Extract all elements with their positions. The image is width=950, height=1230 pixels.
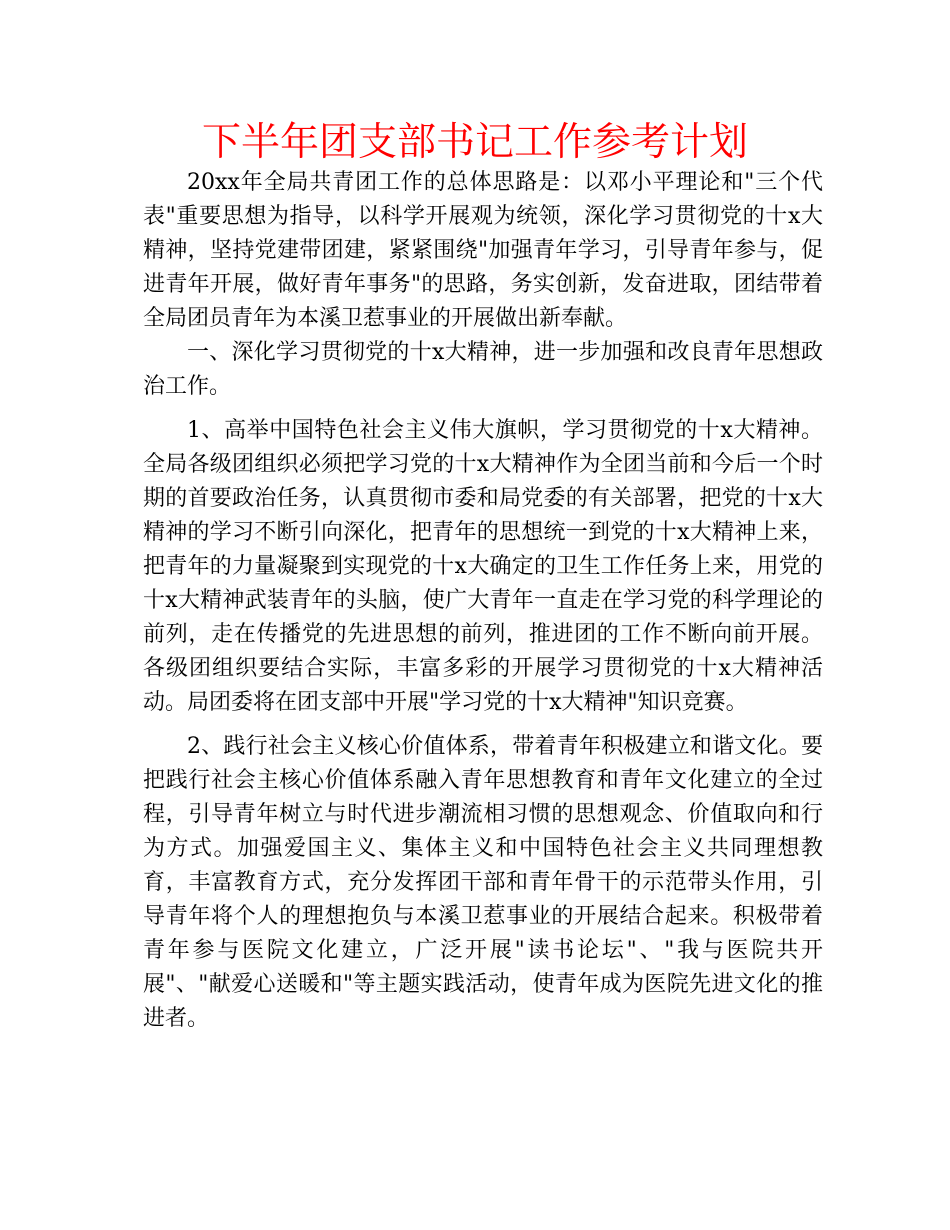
paragraph-item-1: 1、高举中国特色社会主义伟大旗帜，学习贯彻党的十x大精神。全局各级团组织必须把学习党的十x大精神作为全团当前和今后一个时期的首要政治任务，认真贯彻市委和局党委的有关部署，把党的十x大精神的学习不断引向深化，把青年的思想统一到党的十x大精神上来，把青年的力量凝聚到实现党的十x大确定的卫生工作任务上来，用党的十x大精神武装青年的头脑，使广大青年一直走在学习党的科学理论的前列，走在传播党的先进思想的前列，推进团的工作不断向前开展。各级团组织要结合实际，丰富多彩的开展学习贯彻党的十x大精神活动。局团委将在团支部中开展"学习党的十x大精神"知识竞赛。 (143, 418, 823, 715)
document-title: 下半年团支部书记工作参考计划 (201, 120, 748, 165)
paragraph-item-2: 2、践行社会主义核心价值体系，带着青年积极建立和谐文化。要把践行社会主核心价值体系融入青年思想教育和青年文化建立的全过程，引导青年树立与时代进步潮流相习惯的思想观念、价值取向和行为方式。加强爱国主义、集体主义和中国特色社会主义共同理想教育，丰富教育方式，充分发挥团干部和青年骨干的示范带头作用，引导青年将个人的理想抱负与本溪卫惹事业的开展结合起来。积极带着青年参与医院文化建立，广泛开展"读书论坛"、"我与医院共开展"、"献爱心送暖和"等主题实践活动，使青年成为医院先进文化的推进者。 (143, 734, 824, 1031)
paragraph-section-heading: 一、深化学习贯彻党的十x大精神，进一步加强和改良青年思想政治工作。 (143, 340, 823, 399)
paragraph-intro: 20xx年全局共青团工作的总体思路是：以邓小平理论和"三个代表"重要思想为指导，以科学开展观为统领，深化学习贯彻党的十x大精神，坚持党建带团建，紧紧围绕"加强青年学习，引导青年参与，促进青年开展，做好青年事务"的思路，务实创新，发奋进取，团结带着全局团员青年为本溪卫惹事业的开展做出新奉献。 (143, 170, 823, 331)
document-body (143, 166, 823, 1036)
